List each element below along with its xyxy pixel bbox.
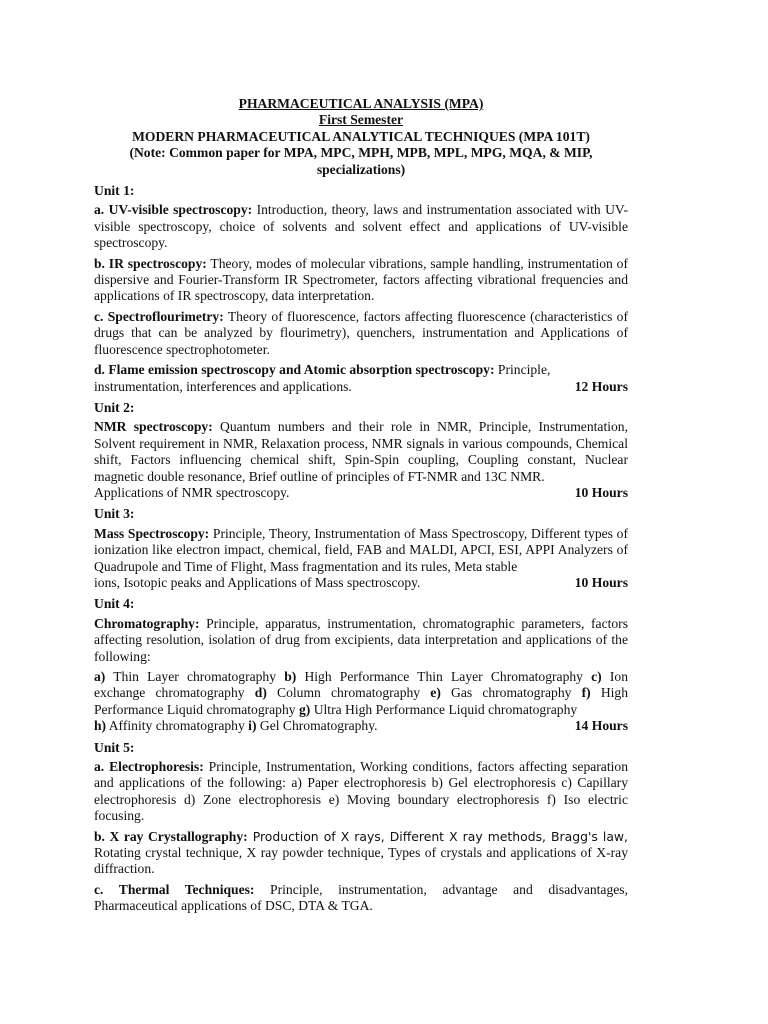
item-marker: g): [298, 701, 311, 717]
item-marker: h): [94, 718, 107, 734]
item-marker: a): [94, 669, 106, 684]
unit-heading: Unit 4:: [94, 596, 135, 612]
section-paragraph: [94, 759, 628, 825]
item-marker: b): [284, 669, 297, 684]
section-paragraph: [94, 202, 628, 251]
section-title: a. UV-visible spectroscopy:: [94, 202, 253, 218]
section-text: ions, Isotopic peaks and Applications of Mass spectroscopy.: [94, 574, 421, 590]
unit-heading: Unit 2:: [94, 399, 135, 415]
section-paragraph: [94, 829, 628, 878]
hours-label: 12 Hours: [574, 378, 628, 394]
section-paragraph: [94, 669, 628, 735]
section-title: d. Flame emission spectroscopy and Atomic absorption spectroscopy:: [94, 362, 495, 378]
unit-heading: Unit 5:: [94, 739, 135, 755]
section-paragraph: [94, 882, 628, 915]
section-title: a. Electrophoresis:: [94, 759, 204, 775]
unit-heading: Unit 3:: [94, 506, 135, 522]
section-text: Production of X rays, Different X ray methods, Bragg's law,: [247, 828, 628, 844]
item-text: High Performance Thin Layer Chromatography: [296, 669, 592, 684]
item-text: Gas chromatography: [440, 685, 582, 701]
section-title: b. X ray Crystallography:: [94, 828, 248, 844]
section-last-line: [94, 575, 628, 591]
item-marker: f): [581, 685, 591, 701]
section-paragraph: [94, 419, 628, 501]
section-paragraph: [94, 256, 628, 305]
section-last-line: [94, 379, 628, 395]
note-line-1: (Note: Common paper for MPA, MPC, MPH, MPB, MPL, MPG, MQA, & MIP,: [129, 145, 593, 161]
section-paragraph: [94, 526, 628, 592]
section-title: b. IR spectroscopy:: [94, 255, 207, 271]
section-text: Introduction, theory, laws and instrumentation associated with UV-visible spectroscopy, choice of solvents and solvent effect and applications of UV-visible spectroscopy.: [94, 202, 628, 251]
item-marker: c): [591, 669, 602, 684]
section-title: c. Thermal Techniques:: [94, 881, 255, 897]
semester-label: First Semester: [318, 112, 404, 128]
unit-heading: Unit 1:: [94, 183, 135, 199]
section-last-line: [94, 485, 628, 501]
section-paragraph: [94, 309, 628, 358]
section-title: Chromatography:: [94, 615, 200, 631]
document-title: PHARMACEUTICAL ANALYSIS (MPA): [238, 96, 484, 111]
hours-label: 10 Hours: [574, 574, 628, 590]
section-text: Theory, modes of molecular vibrations, sample handling, instrumentation of dispersive and Fourier-Transform IR Spectrometer, factors affecting vibrational frequencies and applications of IR spectroscopy, data interpretation.: [94, 255, 628, 304]
hours-label: 14 Hours: [574, 718, 628, 734]
item-text: Thin Layer chromatography: [105, 669, 285, 684]
section-text: Principle, Instrumentation, Working conditions, factors affecting separation and applications of the following: a) Paper electrophoresis b) Gel electrophoresis c) Capillary electrophoresis d) Zone electrophoresis e) Moving boundary electrophoresis f) Iso electric focusing.: [94, 759, 628, 824]
item-text: Affinity chromatography: [106, 718, 249, 734]
item-text: Gel Chromatography.: [256, 718, 378, 734]
item-text: High Performance Liquid chromatography: [94, 685, 629, 717]
section-text: Quantum numbers and their role in NMR, Principle, Instrumentation, Solvent requirement in NMR, Relaxation process, NMR signals in various compounds, Chemical shift, Factors influencing chemical shift, Spin-Spin coupling, Coupling constant, Nuclear magnetic double resonance, Brief outline of principles of FT-NMR and 13C NMR.: [94, 419, 628, 484]
item-marker: e): [430, 685, 441, 701]
section-title: NMR spectroscopy:: [94, 419, 213, 435]
section-text: Theory of fluorescence, factors affecting fluorescence (characteristics of drugs that can be analyzed by flourimetry), quenchers, instrumentation and Applications of fluorescence spectrophotometer.: [94, 308, 628, 357]
section-text: Applications of NMR spectroscopy.: [94, 484, 290, 500]
item-marker: d): [254, 685, 267, 701]
hours-label: 10 Hours: [574, 484, 628, 500]
section-text: Rotating crystal technique, X ray powder technique, Types of crystals and applications of X-ray diffraction.: [94, 845, 628, 877]
section-paragraph: [94, 362, 628, 395]
section-title: Mass Spectroscopy:: [94, 525, 210, 541]
note-line-2: specializations): [316, 161, 406, 177]
section-last-line: [94, 718, 628, 734]
section-text: instrumentation, interferences and applications.: [94, 378, 352, 394]
item-marker: i): [248, 718, 257, 734]
item-text: Ultra High Performance Liquid chromatography: [310, 701, 578, 717]
course-title: MODERN PHARMACEUTICAL ANALYTICAL TECHNIQUES (MPA 101T): [132, 128, 590, 144]
section-title: c. Spectroflourimetry:: [94, 308, 224, 324]
syllabus-units: [94, 183, 628, 915]
item-text: Column chromatography: [266, 685, 431, 701]
item-text: Ion exchange chromatography: [94, 669, 628, 701]
section-paragraph: [94, 616, 628, 665]
section-text: Principle, apparatus, instrumentation, chromatographic parameters, factors affecting resolution, isolation of drug from excipients, data interpretation and applications of the following:: [94, 615, 628, 664]
section-text: Principle,: [494, 362, 551, 378]
section-text: Principle, Theory, Instrumentation of Mass Spectroscopy, Different types of ionization like electron impact, chemical, field, FAB and MALDI, APCI, ESI, APPI Analyzers of Quadrupole and Time of Flight, Mass fragmentation and its rules, Meta stable: [94, 525, 628, 574]
section-text: Principle, instrumentation, advantage and disadvantages, Pharmaceutical applications of DSC, DTA & TGA.: [94, 881, 628, 914]
